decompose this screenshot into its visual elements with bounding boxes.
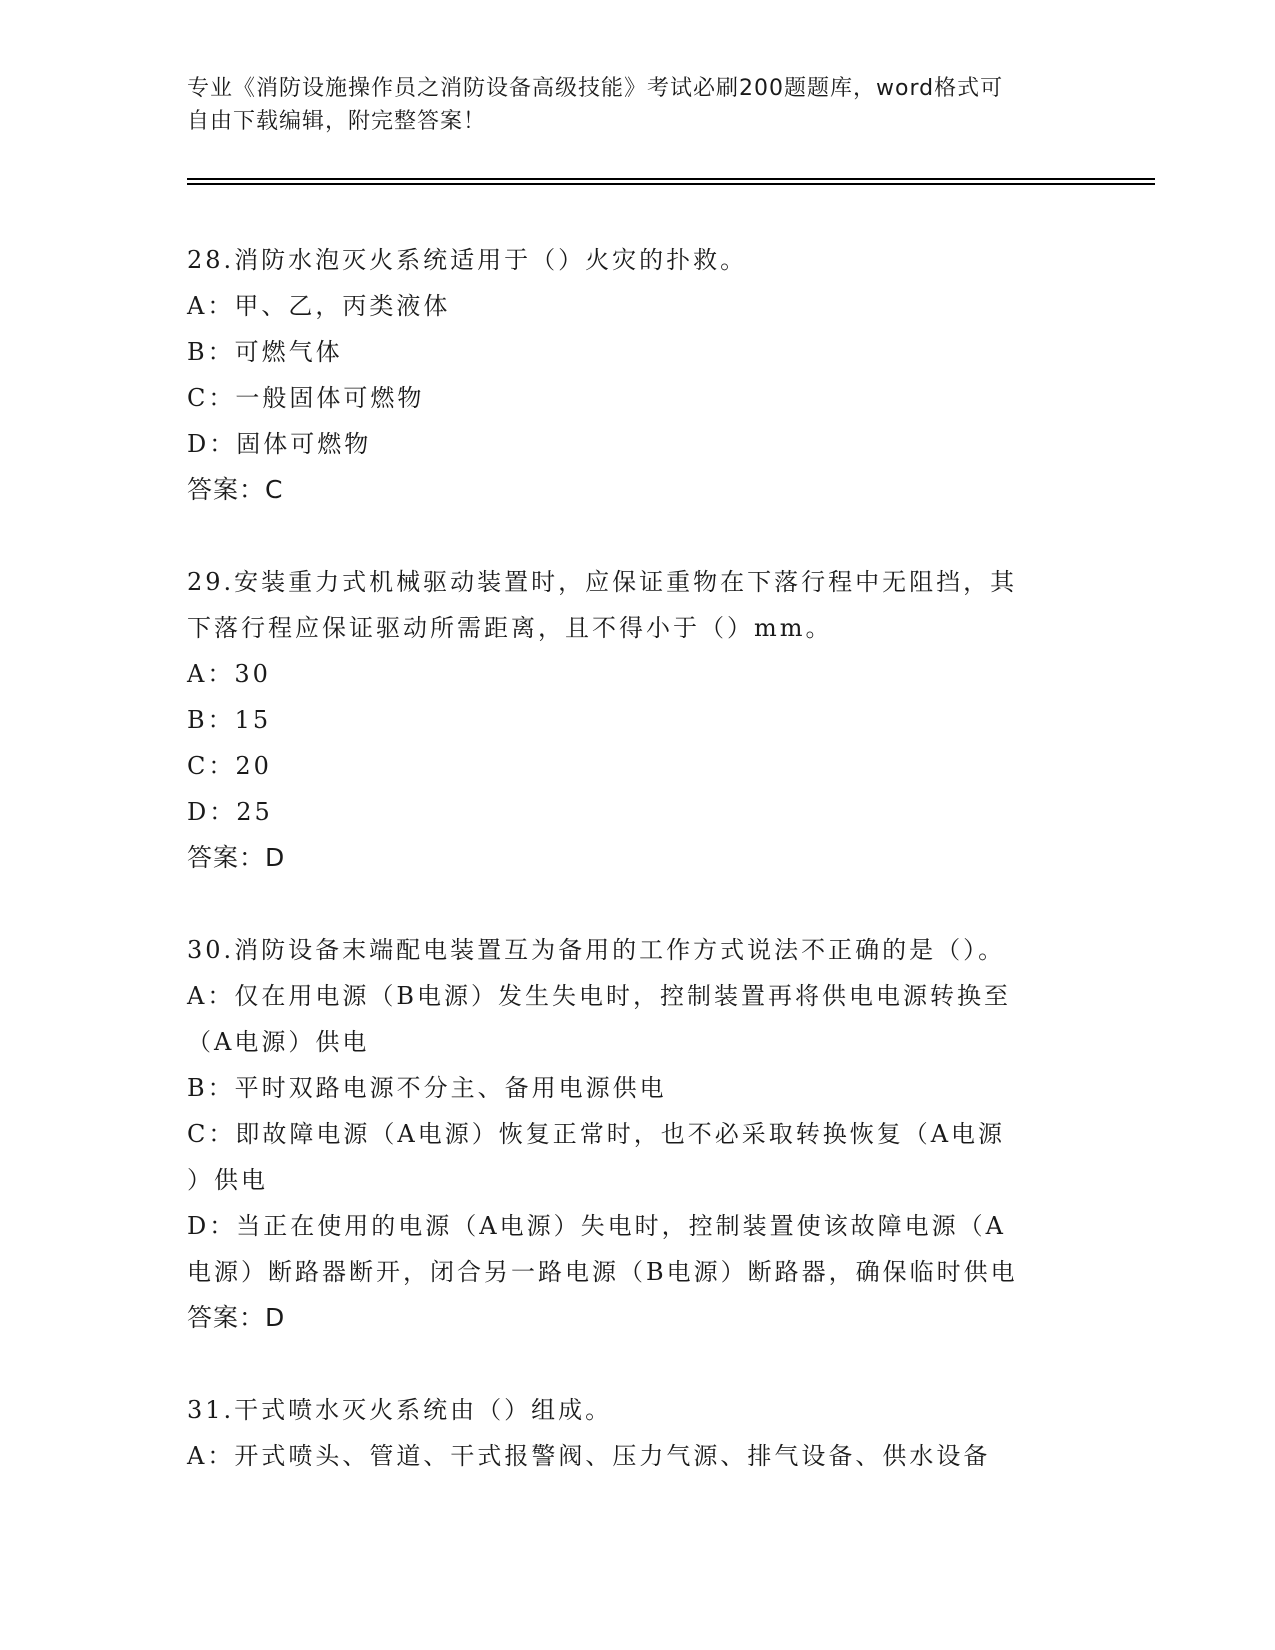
question-stem: 30.消防设备末端配电装置互为备用的工作方式说法不正确的是（）。 <box>187 936 1006 964</box>
option-a: A：甲、乙，丙类液体 <box>187 292 451 320</box>
option-c: C：即故障电源（A电源）恢复正常时，也不必采取转换恢复（A电源 <box>187 1120 1006 1148</box>
header-divider <box>187 183 1155 185</box>
question-stem: 31.干式喷水灭火系统由（）组成。 <box>187 1396 613 1424</box>
option-d: D：固体可燃物 <box>187 430 372 458</box>
option-c: C：一般固体可燃物 <box>187 384 425 412</box>
question-stem: 28.消防水泡灭火系统适用于（）火灾的扑救。 <box>187 246 748 274</box>
option-c: C：20 <box>187 752 272 780</box>
header-line: 专业《消防设施操作员之消防设备高级技能》考试必刷200题题库，word格式可 <box>187 76 1004 101</box>
answer-label: 答案：D <box>187 1303 286 1332</box>
question-list <box>187 237 1087 1525</box>
answer-label: 答案：C <box>187 475 284 504</box>
answer-label: 答案：D <box>187 843 286 872</box>
question-item <box>187 1387 1087 1479</box>
option-a: A：30 <box>187 660 271 688</box>
header-divider <box>187 178 1155 180</box>
option-a: A：仅在用电源（B电源）发生失电时，控制装置再将供电电源转换至 <box>187 982 1011 1010</box>
option-a-continued: （A电源）供电 <box>187 1028 370 1056</box>
document-header <box>187 72 1087 138</box>
question-item <box>187 559 1087 881</box>
option-b: B：可燃气体 <box>187 338 343 366</box>
question-item <box>187 237 1087 513</box>
option-d: D：25 <box>187 798 273 826</box>
header-line: 自由下载编辑，附完整答案！ <box>187 109 487 134</box>
question-item <box>187 927 1087 1341</box>
option-a: A：开式喷头、管道、干式报警阀、压力气源、排气设备、供水设备 <box>187 1442 991 1470</box>
option-c-continued: ）供电 <box>187 1166 268 1194</box>
question-stem: 下落行程应保证驱动所需距离，且不得小于（）mm。 <box>187 614 833 642</box>
option-b: B：15 <box>187 706 272 734</box>
option-d: D：当正在使用的电源（A电源）失电时，控制装置使该故障电源（A <box>187 1212 1006 1240</box>
question-stem: 29.安装重力式机械驱动装置时，应保证重物在下落行程中无阻挡，其 <box>187 568 1018 596</box>
option-d-continued: 电源）断路器断开，闭合另一路电源（B电源）断路器，确保临时供电 <box>187 1258 1018 1286</box>
option-b: B：平时双路电源不分主、备用电源供电 <box>187 1074 667 1102</box>
